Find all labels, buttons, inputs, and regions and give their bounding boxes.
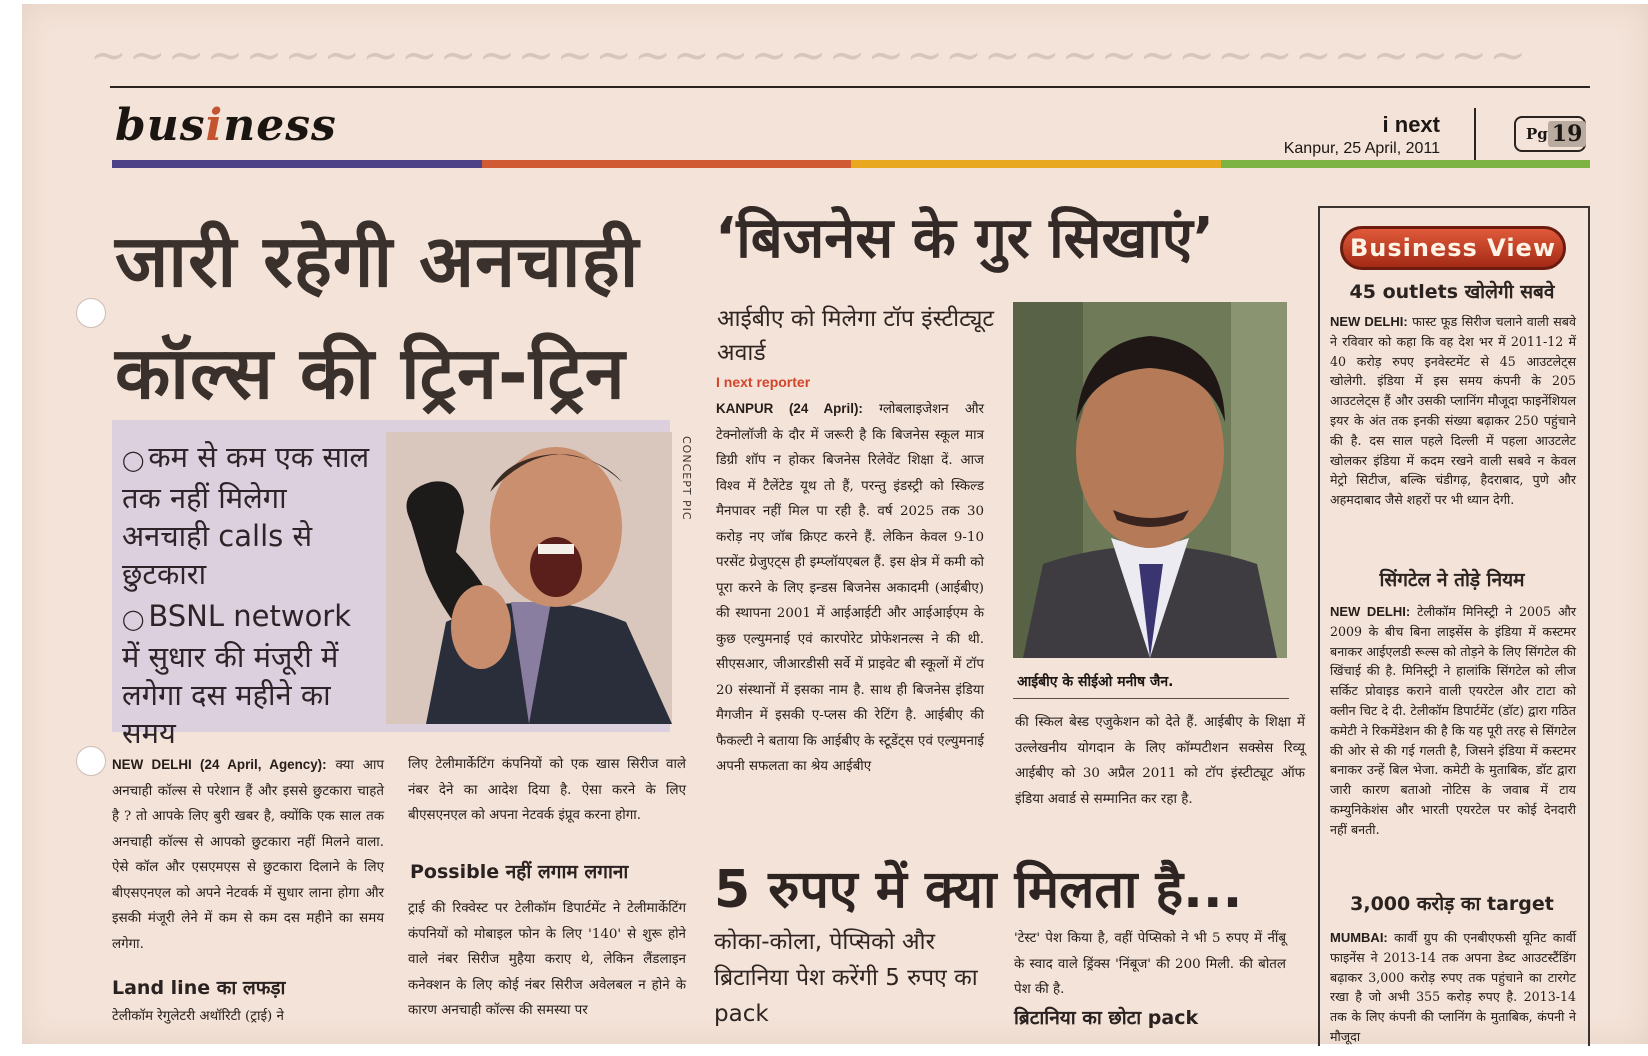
bullet-text: कम से कम एक साल तक नहीं मिलेगा अनचाही calls से छुटकारा (122, 440, 370, 591)
sidebar-text: टेलीकॉम मिनिस्ट्री ने 2005 और 2009 के बीच बिना लाइसेंस के इंडिया में कस्टमर बनाकर आईएलडी रूल्स को तोड़ने के लिए सिंगटेल की खिंचाई की है. मिनिस्ट्री ने हालांकि सिंगटेल को लीज सर्किट प्रोवाइड कराने वाली एयरटेल और टाटा को क्लीन चिट दे दी. टेलीकॉम डिपार्टमेंट (डॉट) द्वारा गठित कमेटी ने रिकमेंडेशन की है कि यह पूरी तरह से सिंगटेल की ओर से की गई गलती है, जिसने इंडिया में कस्टमर बनाकर उन्हें बिल भेजा. कमेटी के मुताबिक, डॉट द्वारा जारी कारण बताओ नोटिस के जवाब में टाय कम्युनिकेशंस और भारती एयरटेल पर कोई देनदारी नहीं बनती. (1330, 604, 1576, 837)
story1-column-1-tail: टेलीकॉम रेगुलेटरी अथॉरिटी (ट्राई) ने (112, 1009, 284, 1024)
sidebar-headline-2: सिंगटेल ने तोड़े नियम (1379, 569, 1525, 591)
story2-deck: आईबीए को मिलेगा टॉप इंस्टीट्यूट अवार्ड (717, 306, 995, 366)
dateline: KANPUR (24 April): (716, 401, 863, 416)
punch-hole (76, 298, 106, 328)
dateline: NEW DELHI: (1330, 314, 1408, 329)
section-title: business (115, 100, 337, 151)
section-title-accent: i (205, 100, 224, 151)
page-number: 19 (1548, 121, 1587, 147)
story2-column-2: की स्किल बेस्ड एजुकेशन को देते हैं. आईबीए के शिक्षा में उल्लेखनीय योगदान के लिए कॉम्पटीशन सक्सेस रिव्यू आईबीए को 30 अप्रैल 2011 को टॉप इंस्टीट्यूट ऑफ इंडिया अवार्ड से सम्मानित कर रहा है. (1015, 715, 1305, 807)
sidebar-headline-3: 3,000 करोड़ का target (1350, 893, 1554, 915)
sidebar-headline-1: 45 outlets खोलेगी सबवे (1349, 281, 1555, 303)
story1-column-1 (112, 752, 384, 957)
color-bar-segment (1221, 160, 1591, 168)
story3-deck: कोका-कोला, पेप्सिको और ब्रिटानिया पेश करेंगी 5 रुपए का pack (714, 929, 978, 1027)
sidebar-text-3 (1330, 928, 1576, 1047)
story1-column-2: लिए टेलीमार्केटिंग कंपनियों को एक खास सिरीज वाले नंबर देने का आदेश दिया है. ऐसा करने के लिए बीएसएनएल को अपना नेटवर्क इंप्रूव करना होगा. (408, 757, 686, 823)
punch-hole (76, 746, 106, 776)
color-bar-segment (482, 160, 852, 168)
story3-subhead: ब्रिटानिया का छोटा pack (1014, 1007, 1199, 1029)
sidebar-text-2 (1330, 602, 1576, 840)
page-label: Pg (1526, 125, 1548, 143)
circle-bullet-icon: ◯ (122, 607, 145, 631)
caption-rule (1013, 698, 1289, 699)
dateline: NEW DELHI (24 April, Agency): (112, 757, 327, 772)
business-view-badge: Business View (1340, 226, 1566, 270)
date-line: Kanpur, 25 April, 2011 (1283, 140, 1440, 157)
photo-caption: आईबीए के सीईओ मनीष जैन. (1017, 674, 1174, 690)
bullet-item (122, 438, 377, 593)
color-bar-segment (851, 160, 1221, 168)
story2-headline: ‘बिजनेस के गुर सिखाएं’ (715, 206, 1215, 271)
dateline: MUMBAI: (1330, 930, 1388, 945)
man-shouting-phone-photo (386, 432, 672, 724)
ceo-portrait-photo (1013, 302, 1287, 658)
bleed-through-text: ~~~~~~~~~~~~~~~~~~~~~~~~~~~~~~~~~~~~~ (90, 30, 1529, 81)
story1-text: क्या आप अनचाही कॉल्स से परेशान हैं और इससे छुटकारा चाहते है ? तो आपके लिए बुरी खबर है, क्योंकि एक साल तक अनचाही कॉल्स से आपको छुटकारा नहीं मिलने वाला. ऐसे कॉल और एसएमएस से छुटकारा दिलाने के लिए बीएसएनएल को अपने नेटवर्क में सुधार लाना होगा और इसकी मंजूरी लेने में कम से कम दस महीने का समय लगेगा. (112, 758, 384, 952)
sidebar-text: कार्वी ग्रुप की एनबीएफसी यूनिट कार्वी फाइनेंस ने 2013-14 तक अपना डेब्ट आउटस्टैंडिंग बढ़ाकर 3,000 करोड़ रुपए तक पहुंचाने का टारगेट रखा है जो अभी 355 करोड़ रुपए है. 2013-14 तक के लिए कंपनी की प्लानिंग के मुताबिक, कंपनी ने मौजूदा (1330, 930, 1576, 1044)
sidebar-text: फास्ट फूड सिरीज चलाने वाली सबवे ने रविवार को कहा कि वह देश भर में 2011-12 में 40 करोड़ रुपए इनवेस्टमेंट से 45 आउटलेट्स खोलेगी. इंडिया में इस समय कंपनी के 205 आउटलेट्स हैं और उसकी प्लानिंग मौजूदा फाइनेंशियल इयर के अंत तक इनकी संख्या बढ़ाकर 250 पहुंचाने की है. दस साल पहले दिल्ली में पहला आउटलेट खोलकर इंडिया में कदम रखने वाली सबवे न केवल मेट्रो सिटीज, बल्कि चंडीगढ़, हैदराबाद, पुणे और अहमदाबाद जैसे शहरों पर भी ध्यान देगी. (1330, 314, 1576, 508)
photo-credit: CONCEPT PIC (680, 436, 693, 521)
color-bar (112, 160, 1590, 168)
page-number-box (1514, 116, 1586, 152)
bullet-item (122, 597, 377, 752)
story1-bullets (122, 438, 377, 756)
publication-name: i next (1382, 112, 1440, 137)
story2-text: ग्लोबलाइजेशन और टेक्नोलॉजी के दौर में जरूरी है कि बिजनेस स्कूल मात्र डिग्री शॉप न होकर बिजनेस रिलेवेंट शिक्षा दें. आज विश्व में टैलेंटेड यूथ तो हैं, परन्तु इंडस्ट्री को स्किल्ड मैनपावर नहीं मिल पा रही है. वर्ष 2025 तक 30 करोड़ नए जॉब क्रिएट करने हैं. लेकिन केवल 9-10 परसेंट ग्रेजुएट्स ही इम्प्लॉयएबल हैं. इस क्षेत्र में कमी को पूरा करने के लिए इन्डस बिजनेस अकादमी (आईबीए) की स्थापना 2001 में आईआईटी और आईआईएम के कुछ एल्युमनाई एवं कारपोरेट प्रोफेशनल्स ने की थी. सीएसआर, जीआरडीसी सर्वे में प्राइवेट बी स्कूलों में टॉप 20 संस्थानों में इसका नाम है. साथ ही बिजनेस इंडिया मैगजीन में इसकी ए-प्लस की रेटिंग है. आईबीए की फैकल्टी ने बताया कि आईबीए के स्टूडेंट्स एवं एल्युमनाई अपनी सफलता का श्रेय आईबीए (716, 402, 984, 774)
color-bar-segment (112, 160, 482, 168)
circle-bullet-icon: ◯ (122, 448, 145, 472)
masthead-rule (110, 86, 1590, 88)
bullet-text: BSNL network में सुधार की मंजूरी में लगेगा दस महीने का समय (122, 599, 352, 750)
story2-byline: I next reporter (716, 374, 811, 390)
story1-column-2b: ट्राई की रिक्वेस्ट पर टेलीकॉम डिपार्टमेंट ने टेलीमार्केटिंग कंपनियों को मोबाइल फोन के लिए '140' से शुरू होने वाले नंबर सिरीज मुहैया कराए थे, लेकिन लैंडलाइन कनेक्शन के लिए कोई नंबर सिरीज अवेलबल न होने के कारण अनचाही कॉल्स की समस्या पर (408, 901, 686, 1018)
publication-block (1230, 112, 1440, 158)
story1-subhead-1: Land line का लफड़ा (112, 977, 286, 999)
dateline: NEW DELHI: (1330, 604, 1411, 619)
story3-headline: 5 रुपए में क्या मिलता है... (714, 860, 1243, 920)
story2-column-1 (716, 396, 984, 780)
story3-column: 'टेस्ट' पेश किया है, वहीं पेप्सिको ने भी 5 रुपए में नींबू के स्वाद वाले ड्रिंक्स 'निंबूज' की 200 मिली. की बोतल पेश की है. (1014, 931, 1286, 997)
story1-headline: जारी रहेगी अनचाही कॉल्स की ट्रिन-ट्रिन (115, 219, 640, 415)
story1-subhead-2: Possible नहीं लगाम लगाना (410, 861, 629, 883)
masthead-divider (1474, 108, 1476, 166)
sidebar-text-1 (1330, 312, 1576, 510)
